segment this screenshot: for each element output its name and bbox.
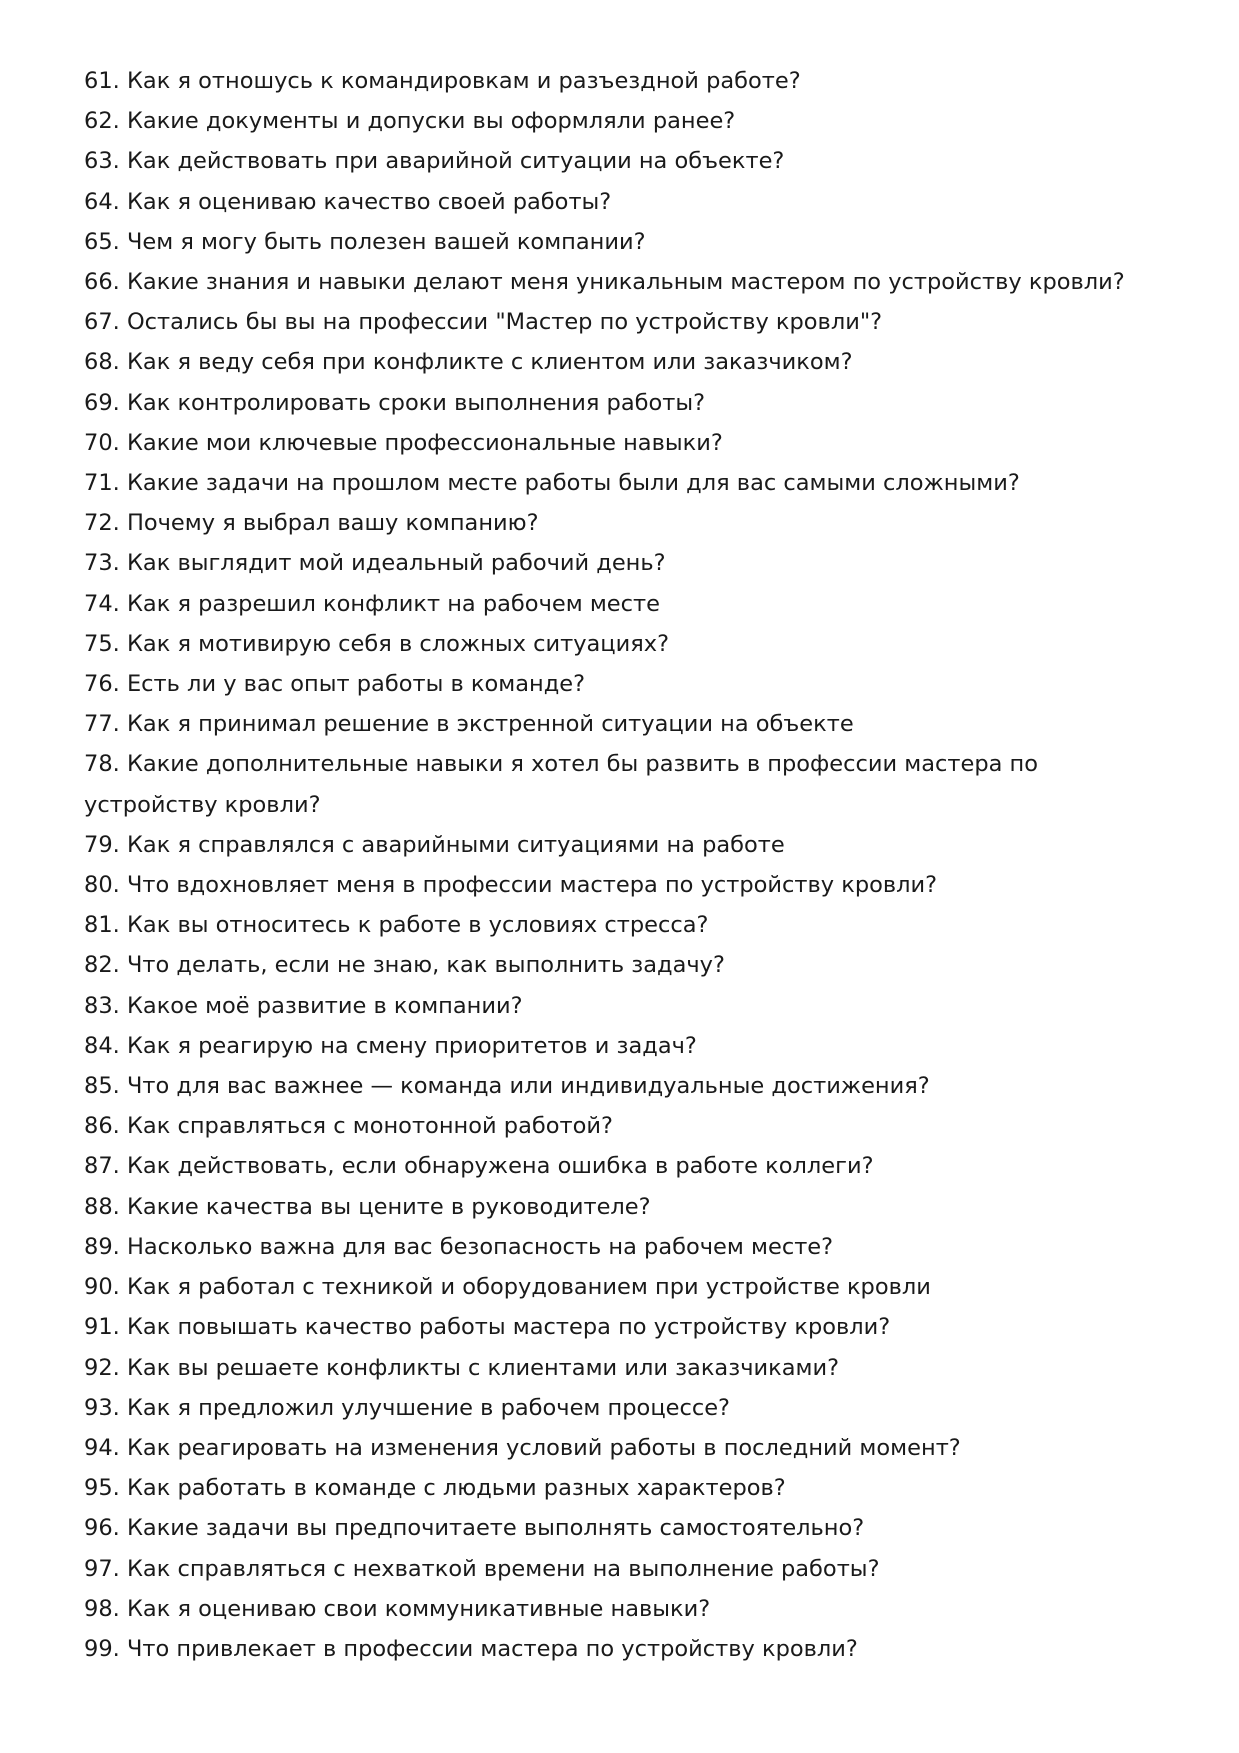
question-text: Как я справлялся с аварийными ситуациями на работе <box>126 831 785 858</box>
list-item <box>84 865 1164 905</box>
question-number: 64 . <box>84 189 127 215</box>
list-item <box>84 1388 1164 1428</box>
question-text: Как я отношусь к командировкам и разъездной работе? <box>126 68 801 94</box>
question-text: Насколько важна для вас безопасность на рабочем месте? <box>126 1233 834 1260</box>
list-item <box>84 1428 1164 1468</box>
list-item <box>84 383 1164 423</box>
question-text: Какие задачи на прошлом месте работы были для вас самыми сложными? <box>126 470 1020 497</box>
list-item <box>84 1026 1164 1066</box>
question-text: Как справляться с нехваткой времени на выполнение работы? <box>126 1555 880 1582</box>
list-item <box>84 1307 1164 1347</box>
question-text: Как я мотивирую себя в сложных ситуациях? <box>126 630 670 657</box>
list-item <box>84 945 1164 985</box>
list-item <box>84 543 1164 583</box>
question-number: 79 . <box>84 832 127 858</box>
list-item <box>84 1348 1164 1388</box>
question-text: Как я оцениваю качество своей работы? <box>126 188 612 215</box>
question-number: 67 . <box>84 309 127 335</box>
question-number: 96 . <box>84 1515 127 1541</box>
question-text: Как я реагирую на смену приоритетов и задач? <box>126 1032 697 1059</box>
question-text: Как контролировать сроки выполнения работы? <box>126 389 706 416</box>
question-number: 82 . <box>84 952 127 978</box>
list-item <box>84 584 1164 624</box>
question-text: Чем я могу быть полезен вашей компании? <box>126 228 646 255</box>
question-number: 93 . <box>84 1395 127 1421</box>
list-item <box>84 423 1164 463</box>
question-number: 66 . <box>84 269 127 295</box>
list-item <box>84 342 1164 382</box>
list-item <box>84 1468 1164 1508</box>
question-text: Какие мои ключевые профессиональные навыки? <box>126 429 723 456</box>
question-number: 83 . <box>84 993 127 1019</box>
question-text: Как справляться с монотонной работой? <box>126 1113 613 1140</box>
question-number: 89 . <box>84 1234 127 1260</box>
list-item <box>84 1106 1164 1146</box>
question-text: Как действовать, если обнаружена ошибка в работе коллеги? <box>126 1153 874 1180</box>
question-text: Как я оцениваю свои коммуникативные навыки? <box>126 1595 711 1622</box>
question-number: 85 . <box>84 1073 127 1099</box>
question-number: 99 . <box>84 1636 127 1662</box>
question-number: 94 . <box>84 1435 127 1461</box>
list-item <box>84 1629 1164 1669</box>
question-number: 74 . <box>84 591 127 617</box>
question-number: 97 . <box>84 1556 127 1582</box>
question-text: Как вы решаете конфликты с клиентами или заказчиками? <box>126 1354 840 1381</box>
list-item <box>84 1066 1164 1106</box>
question-number: 78 . <box>84 751 127 777</box>
list-item <box>84 1549 1164 1589</box>
list-item <box>84 986 1164 1026</box>
question-text: Как я работал с техникой и оборудованием при устройстве кровли <box>126 1274 931 1301</box>
question-number: 88 . <box>84 1194 127 1220</box>
question-text: Как действовать при аварийной ситуации на объекте? <box>126 148 785 175</box>
list-item <box>84 302 1164 342</box>
list-item <box>84 1508 1164 1548</box>
list-item <box>84 624 1164 664</box>
question-text: Какие задачи вы предпочитаете выполнять самостоятельно? <box>126 1515 865 1542</box>
question-text: Что привлекает в профессии мастера по устройству кровли? <box>126 1635 858 1662</box>
question-number: 62 . <box>84 108 127 134</box>
question-text: Как повышать качество работы мастера по устройству кровли? <box>126 1314 891 1341</box>
list-item <box>84 704 1164 744</box>
list-item <box>84 1187 1164 1227</box>
question-list <box>84 61 1164 1669</box>
question-text: Остались бы вы на профессии "Мастер по устройству кровли"? <box>126 309 883 336</box>
question-text: Почему я выбрал вашу компанию? <box>126 510 539 537</box>
list-item <box>84 182 1164 222</box>
list-item <box>84 141 1164 181</box>
question-number: 72 . <box>84 510 127 536</box>
list-item <box>84 503 1164 543</box>
question-text: Как выглядит мой идеальный рабочий день? <box>126 550 666 577</box>
list-item <box>84 262 1164 302</box>
question-number: 87 . <box>84 1153 127 1179</box>
list-item <box>84 1146 1164 1186</box>
question-text: Как реагировать на изменения условий работы в последний момент? <box>126 1434 961 1461</box>
question-text: Что для вас важнее — команда или индивидуальные достижения? <box>126 1073 930 1100</box>
question-number: 90 . <box>84 1274 127 1300</box>
question-number: 63 . <box>84 148 127 174</box>
question-text: Как вы относитесь к работе в условиях стресса? <box>126 912 709 939</box>
question-number: 84 . <box>84 1033 127 1059</box>
question-number: 70 . <box>84 430 127 456</box>
question-number: 65 . <box>84 229 127 255</box>
question-number: 80 . <box>84 872 127 898</box>
question-number: 92 . <box>84 1355 127 1381</box>
list-item <box>84 1227 1164 1267</box>
question-text: Какие документы и допуски вы оформляли ранее? <box>126 108 736 135</box>
list-item <box>84 744 1164 824</box>
question-number: 71 . <box>84 470 127 496</box>
question-number: 86 . <box>84 1113 127 1139</box>
list-item <box>84 222 1164 262</box>
list-item <box>84 664 1164 704</box>
question-number: 95 . <box>84 1475 127 1501</box>
question-text: Как работать в команде с людьми разных характеров? <box>126 1475 786 1502</box>
list-item <box>84 61 1164 101</box>
question-text: Есть ли у вас опыт работы в команде? <box>126 671 586 698</box>
question-text: Что делать, если не знаю, как выполнить задачу? <box>126 952 725 979</box>
question-number: 69 . <box>84 390 127 416</box>
question-text: Как я предложил улучшение в рабочем процессе? <box>126 1394 731 1421</box>
question-number: 75 . <box>84 631 127 657</box>
question-number: 81 . <box>84 912 127 938</box>
question-text: Как я веду себя при конфликте с клиентом или заказчиком? <box>126 349 853 376</box>
question-number: 73 . <box>84 550 127 576</box>
question-number: 98 . <box>84 1596 127 1622</box>
question-text: Какие знания и навыки делают меня уникальным мастером по устройству кровли? <box>126 269 1125 296</box>
question-text: Что вдохновляет меня в профессии мастера по устройству кровли? <box>126 872 938 899</box>
question-number: 76 . <box>84 671 127 697</box>
list-item <box>84 463 1164 503</box>
list-item <box>84 825 1164 865</box>
question-text: Какие дополнительные навыки я хотел бы развить в профессии мастера по устройству кровли? <box>84 751 1039 818</box>
question-number: 77 . <box>84 711 127 737</box>
question-number: 91 . <box>84 1314 127 1340</box>
question-text: Какое моё развитие в компании? <box>126 992 523 1019</box>
list-item <box>84 101 1164 141</box>
list-item <box>84 1267 1164 1307</box>
question-text: Какие качества вы цените в руководителе? <box>126 1193 651 1220</box>
list-item <box>84 905 1164 945</box>
list-item <box>84 1589 1164 1629</box>
question-text: Как я принимал решение в экстренной ситуации на объекте <box>126 711 854 738</box>
question-text: Как я разрешил конфликт на рабочем месте <box>126 590 660 617</box>
question-number: 68 . <box>84 349 127 375</box>
question-number: 61 . <box>84 68 127 94</box>
